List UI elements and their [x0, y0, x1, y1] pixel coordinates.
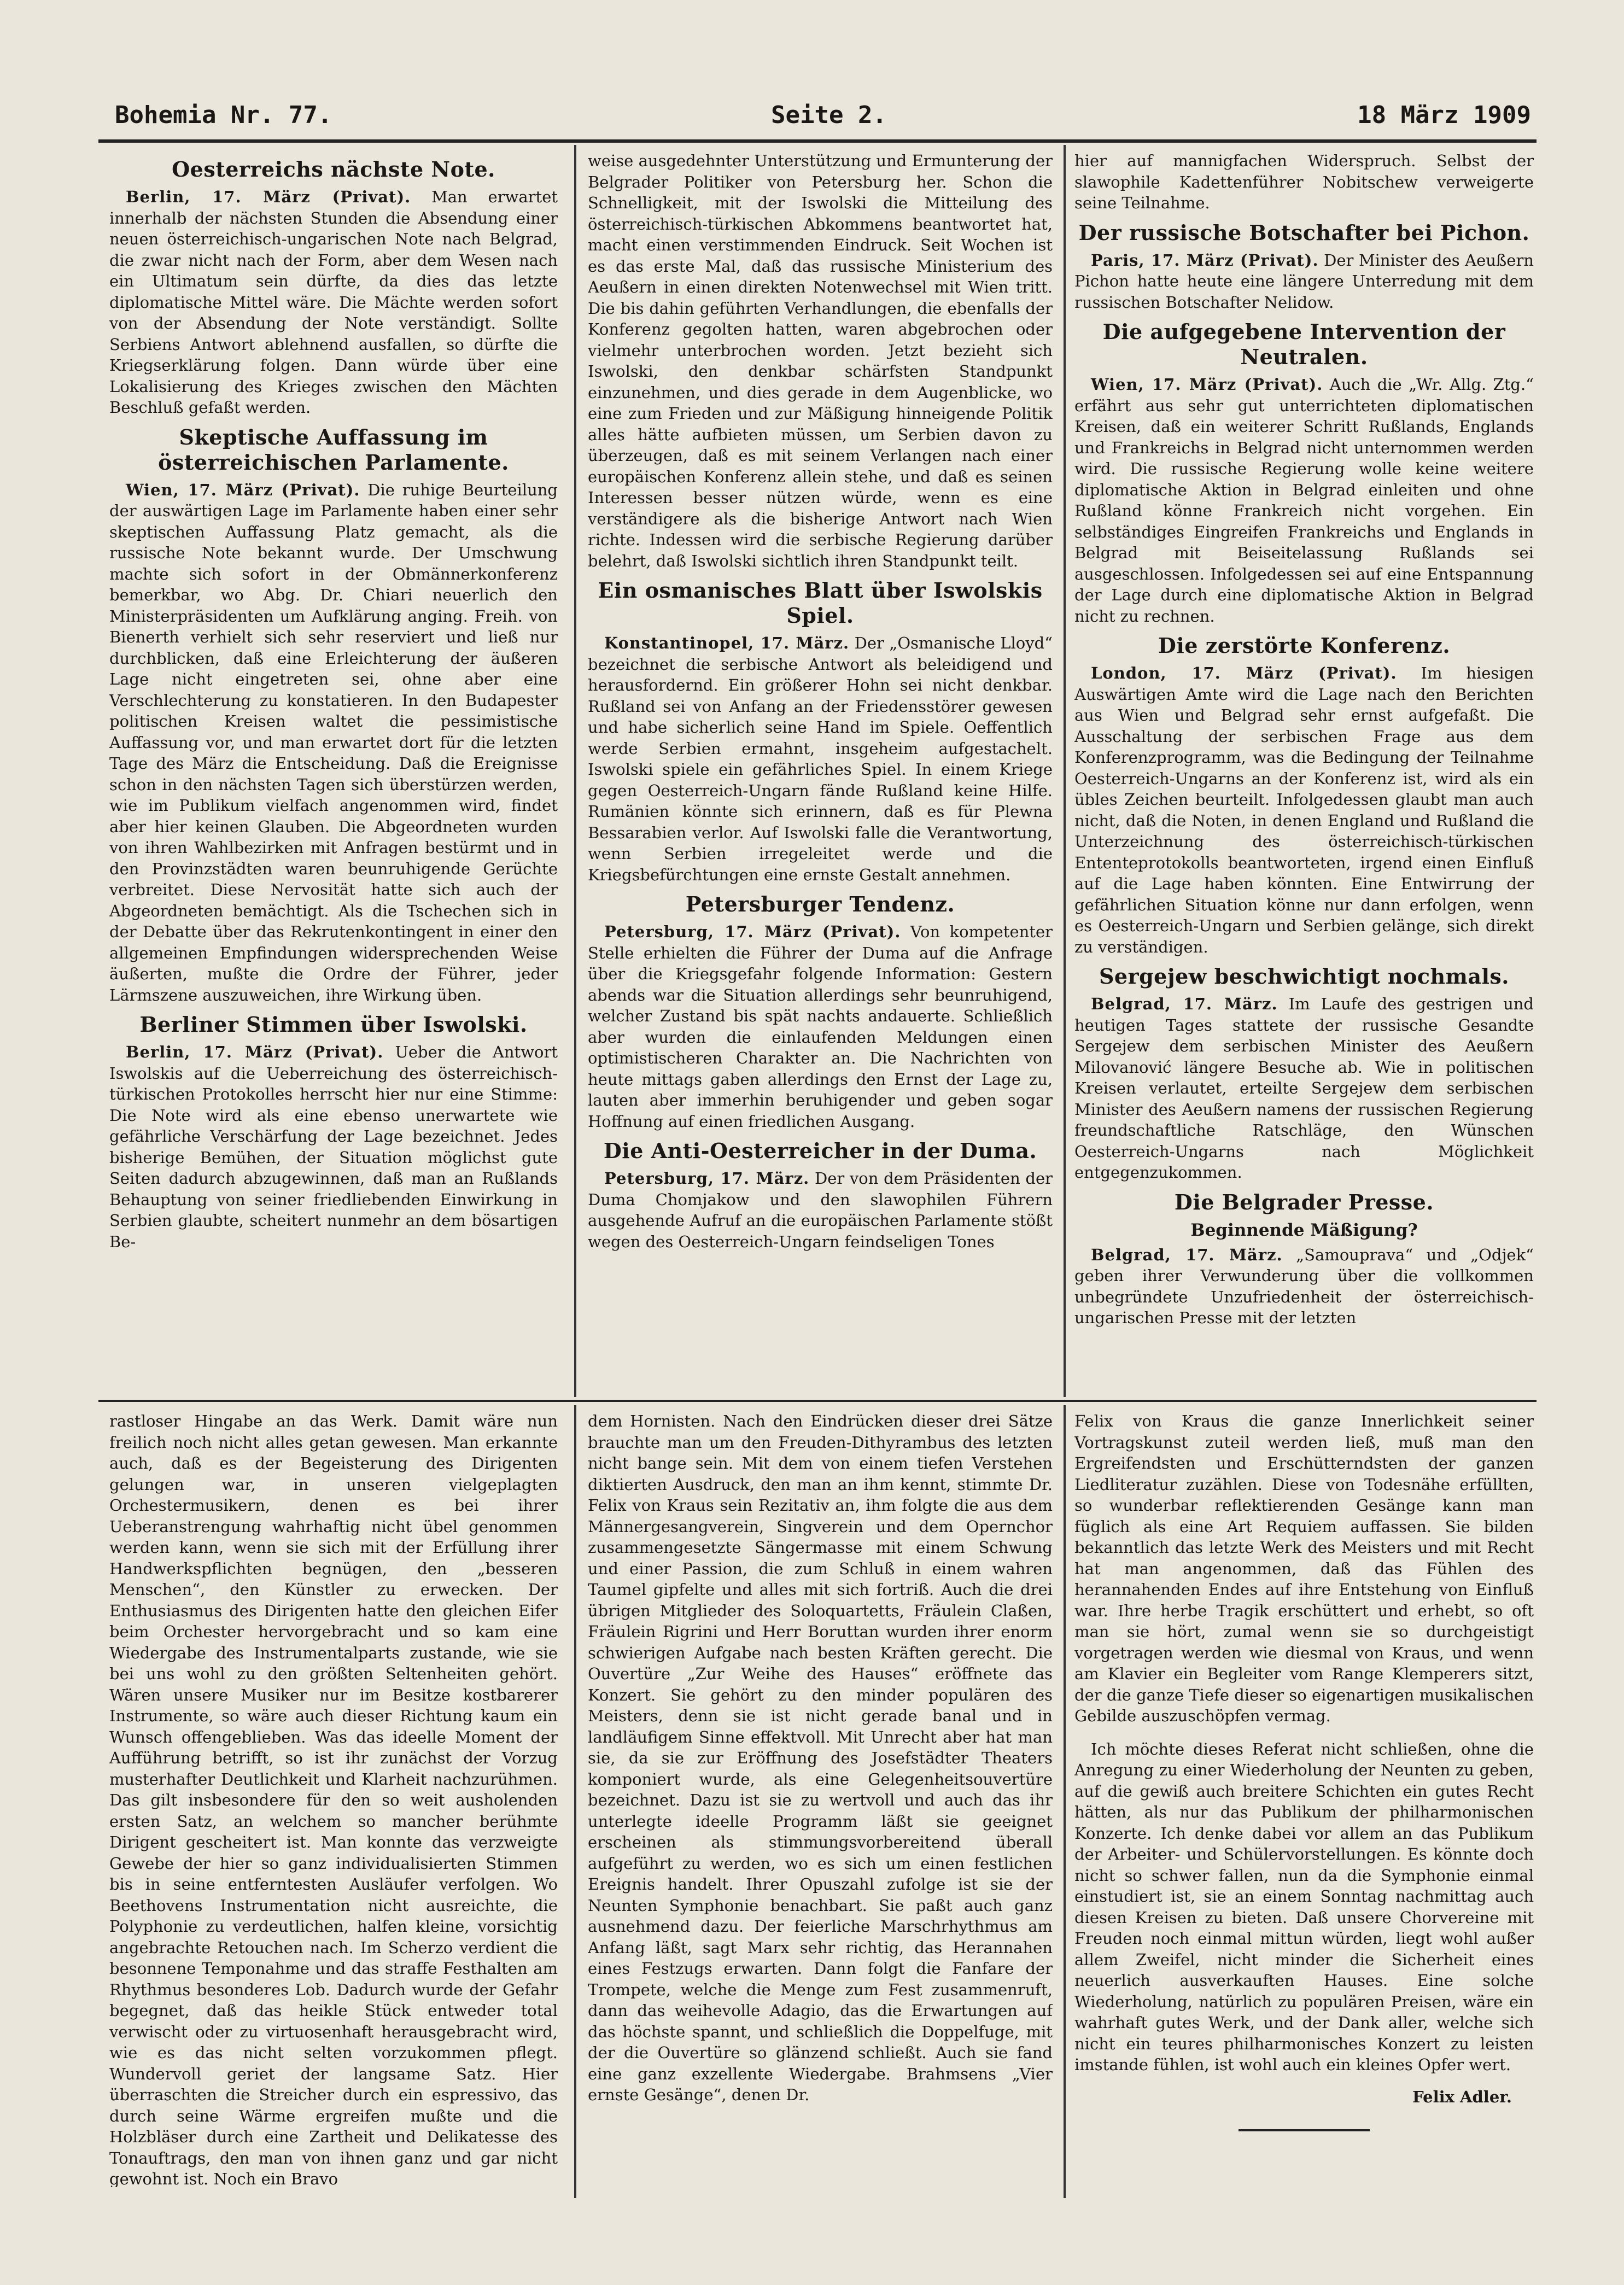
dateline: Petersburg, 17. März (Privat).: [604, 922, 901, 941]
column-rule: [574, 145, 576, 1397]
dateline: Berlin, 17. März (Privat).: [126, 1043, 384, 1061]
dateline: Berlin, 17. März (Privat).: [126, 188, 411, 206]
dateline: Belgrad, 17. März.: [1091, 1245, 1283, 1264]
article-headline: Sergejew beschwichtigt nochmals.: [1099, 964, 1510, 989]
end-rule: [1239, 2129, 1370, 2131]
article-body: Im Laufe des gestrigen und heutigen Tages stattete der russische Gesandte Sergejew dem serbischen Minister des Aeußern Milovanović längere Besuche ab. Wie in politischen Kreisen verlautet, erteilte Sergejew dem serbischen Minister des Aeußern namens der russischen Regierung freundschaftliche Ratschläge, den Wünschen Oesterreich-Ungarns nach Möglichkeit entgegenzukommen.: [1074, 995, 1534, 1182]
article-subheadline: Beginnende Mäßigung?: [1190, 1220, 1418, 1240]
feuilleton-column-3: [1074, 1411, 1534, 2187]
news-column-1: [109, 150, 558, 1392]
dateline: Petersburg, 17. März.: [604, 1169, 810, 1188]
article-body: weise ausgedehnter Unterstützung und Ermunterung der Belgrader Politiker von Petersburg her. Schon die Schnelligkeit, mit der Iswolski die Mitteilung des österreichisch-türkischen Abkommens beantwortet hat, macht einen verstimmenden Eindruck. Seit Wochen ist es das erste Mal, daß das russische Ministerium des Aeußern in einen direkten Notenwechsel mit Wien tritt. Die bis dahin geführten Verhandlungen, die ebenfalls der Konferenz gegolten hatten, waren abgebrochen oder vielmehr unterbrochen worden. Jetzt bezieht sich Iswolski, den denkbar schärfsten Standpunkt einzunehmen, und dies gerade in dem Augenblicke, wo eine zum Frieden und zur Mäßigung hinneigende Politik alles hätte aufbieten müssen, um Serbien davon zu überzeugen, daß es mit seinem Verlangen nach einer europäischen Konferenz allein stehe, und daß es seinen Interessen besser nützen würde, wenn es eine verständigere als die bisherige Antwort nach Wien richte. Indessen wird die serbische Regierung darüber belehrt, daß Iswolski sichtlich ihren Standpunkt teilt.: [588, 151, 1053, 570]
article-body: Der „Osmanische Lloyd“ bezeichnet die serbische Antwort als beleidigend und herausfordernd. Ein größerer Hohn sei nicht denkbar. Rußland sei von Anfang an der Friedensstörer gewesen und habe sicherlich seine Hand im Spiele. Oeffentlich werde Serbien ermahnt, insgeheim aufgestachelt. Iswolski spiele ein gefährliches Spiel. In einem Kriege gegen Oesterreich-Ungarn fände Rußland keine Hilfe. Rumänien könnte sich erinnern, daß es für Plewna Bessarabien verlor. Auf Iswolski falle die Verantwortung, wenn Serbien irregeleitet werde und die Kriegsbefürchtungen eine ernste Gestalt annehmen.: [588, 634, 1053, 884]
dateline: London, 17. März (Privat).: [1091, 664, 1397, 682]
feuilleton-text: Felix von Kraus die ganze Innerlichkeit seiner Vortragskunst zuteil werden ließ, muß man den Ergreifendsten und Erschütterndsten der ganzen Liedliteratur zuzählen. Diese von Todesnähe erfüllten, so wunderbar reflektierenden Gesänge kann man füglich als eine Art Requiem auffassen. Sie bilden bekanntlich das letzte Werk des Meisters und mit Recht hat man angenommen, daß das Fühlen des herannahenden Endes auf ihre Entstehung von Einfluß war. Ihre herbe Tragik erschüttert und erhebt, so oft man sie hört, zumal wenn sie so durchgeistigt vorgetragen werden wie diesmal von Kraus, und wenn am Klavier ein Begleiter vom Range Klemperers sitzt, der die ganze Tiefe dieser so eigenartigen musikalischen Gebilde auszuschöpfen vermag.: [1074, 1412, 1534, 1725]
article-headline: Die zerstörte Konferenz.: [1158, 633, 1451, 658]
feuilleton-divider: [98, 1400, 1537, 1402]
dateline: Paris, 17. März (Privat).: [1091, 250, 1319, 270]
issue-date: 18 März 1909: [1357, 101, 1531, 129]
dateline: Belgrad, 17. März.: [1091, 995, 1278, 1013]
author-signature: Felix Adler.: [1412, 2087, 1512, 2106]
article-headline: Der russische Botschafter bei Pichon.: [1078, 220, 1530, 245]
article-headline: Berliner Stimmen über Iswolski.: [139, 1012, 528, 1037]
article-body: Man erwartet innerhalb der nächsten Stunden die Absendung einer neuen österreichisch-ungarischen Note nach Belgrad, die zwar nicht nach der Form, aber dem Wesen nach ein Ultimatum sein dürfte, da dies das letzte diplomatische Mittel wäre. Die Mächte werden sofort von der Absendung der Note verständigt. Sollte Serbiens Antwort ablehnend ausfallen, so dürfte die Kriegserklärung folgen. Dann würde über eine Lokalisierung des Krieges zwischen den Mächten Beschluß gefaßt werden.: [109, 188, 558, 417]
feuilleton-text: Ich möchte dieses Referat nicht schließen, ohne die Anregung zu einer Wiederholung der Neunten zu geben, auf die gewiß auch breitere Schichten ein gutes Recht hätten, als nur das Publikum der philharmonischen Konzerte. Ich denke dabei vor allem an das Publikum der Arbeiter- und Schülervorstellungen. Es könnte doch nicht so schwer fallen, nun da die Symphonie einmal einstudiert ist, sie an einem Sonntag nachmittag auch diesen Kreisen zu bieten. Daß unsere Chorvereine mit Freuden noch einmal mittun würden, liegt wohl außer allem Zweifel, nicht minder die Sicherheit eines neuerlich ausverkauften Hauses. Eine solche Wiederholung, natürlich zu populären Preisen, wäre ein wahrhaft gutes Werk, und der Dank aller, welche sich nicht ein teures philharmonisches Konzert zu leisten imstande fühlen, ist wohl auch ein kleines Opfer wert.: [1074, 1739, 1534, 2074]
dateline: Wien, 17. März (Privat).: [126, 480, 360, 499]
article-body: Von kompetenter Stelle erhielten die Führer der Duma auf die Anfrage über die Kriegsgefahr folgende Information: Gestern abends war die Situation allerdings sehr beunruhigend, welcher Zustand bis spät nachts andauerte. Schließlich aber wurden die einlaufenden Meldungen einen optimistischeren Charakter an. Die Nachrichten von heute mittags gaben allerdings den Ernst der Lage zu, lauten aber immerhin beruhigender und geben sogar Hoffnung auf einen friedlichen Ausgang.: [588, 922, 1053, 1131]
feuilleton-column-1: [109, 1411, 558, 2187]
article-body: Ueber die Antwort Iswolskis auf die Ueberreichung des österreichisch-türkischen Protokolles herrscht hier nur eine Stimme: Die Note wird als eine ebenso unerwartete wie gefährliche Verschärfung der Lage bezeichnet. Jedes bisherige Bemühen, der Situation möglichst gute Seiten dadurch abzugewinnen, daß man an Rußlands Behauptung von seiner friedliebenden Einwirkung in Serbien glaubte, scheitert nunmehr an dem bösartigen Be-: [109, 1043, 558, 1251]
column-rule: [574, 1405, 576, 2198]
article-headline: Skeptische Auffassung im österreichischen Parlamente.: [158, 424, 509, 475]
feuilleton-column-2: [588, 1411, 1053, 2187]
page-header: [115, 101, 1531, 139]
article-headline: Die Anti-Oesterreicher in der Duma.: [603, 1138, 1037, 1163]
article-body: hier auf mannigfachen Widerspruch. Selbst der slawophile Kadettenführer Nobitschew verweigerte seine Teilnahme.: [1074, 151, 1534, 212]
column-rule: [1064, 1405, 1066, 2198]
news-column-2: [588, 150, 1053, 1392]
article-body: Im hiesigen Auswärtigen Amte wird die Lage nach den Berichten aus Wien und Belgrad sehr ernst aufgefaßt. Die Ausschaltung der serbischen Frage aus dem Konferenzprogramm, was die Bedingung der Teilnahme Oesterreich-Ungarns an der Konferenz ist, wird als ein übles Zeichen beurteilt. Infolgedessen glaubt man auch nicht, daß die Noten, in denen England und Rußland die Unterzeichnung des österreichisch-türkischen Ententeprotokolls beantworteten, irgend einen Einfluß auf die Lage haben könnten. Eine Entwirrung der gefährlichen Situation könne nur dann erfolgen, wenn es Oesterreich-Ungarn und Serbien gelänge, sich direkt zu verständigen.: [1074, 664, 1534, 956]
dateline: Wien, 17. März (Privat).: [1091, 375, 1323, 394]
article-headline: Ein osmanisches Blatt über Iswolskis Spiel.: [598, 578, 1043, 628]
article-body: Der von dem Präsidenten der Duma Chomjakow und den slawophilen Führern ausgehende Aufruf an die europäischen Parlamente stößt wegen des Oesterreich-Ungarn feindseligen Tones: [588, 1169, 1053, 1251]
article-body: Auch die „Wr. Allg. Ztg.“ erfährt aus sehr gut unterrichteten diplomatischen Kreisen, daß ein weiterer Schritt Rußlands, Englands und Frankreichs in Belgrad nicht unternommen werden wird. Die russische Regierung wolle keine weitere diplomatische Aktion in Belgrad einleiten und ohne Rußland könne Frankreich nicht vorgehen. Ein selbständiges Eingreifen Frankreichs und Englands in Belgrad mit Beiseitelassung Rußlands sei ausgeschlossen. Infolgedessen sei auf eine Entspannung der Lage durch eine diplomatische Aktion in Belgrad nicht zu rechnen.: [1074, 375, 1534, 626]
dateline: Konstantinopel, 17. März.: [604, 634, 850, 652]
masthead-issue: Bohemia Nr. 77.: [115, 101, 332, 129]
news-column-3: [1074, 150, 1534, 1392]
article-headline: Oesterreichs nächste Note.: [172, 157, 495, 182]
article-body: Die ruhige Beurteilung der auswärtigen Lage im Parlamente haben einer sehr skeptischen Auffassung Platz gemacht, als die russische Note bekannt wurde. Der Umschwung machte sich sofort in der Obmännerkonferenz bemerkbar, wo Abg. Dr. Chiari neuerlich den Ministerpräsidenten um Aufklärung anging. Freih. von Bienerth verhielt sich sehr reserviert und ließ nur durchblicken, daß eine Erleichterung der äußeren Lage nicht eingetreten sei, ohne aber eine Verschlechterung zu konstatieren. In den Budapester politischen Kreisen waltet die pessimistische Auffassung vor, und man erwartet dort für die letzten Tage des März die Entscheidung. Daß die Ereignisse schon in den nächsten Tagen sich überstürzen werden, wie im Publikum vielfach angenommen wird, findet aber hier keinen Glauben. Die Abgeordneten wurden von ihren Wahlbezirken mit Anfragen bestürmt und in den Provinzstädten waren beunruhigende Gerüchte verbreitet. Diese Nervosität hatte sich auch der Abgeordneten bemächtigt. Als die Tschechen sich in der Debatte über das Rekrutenkontingent in einer den allgemeinen Empfindungen widersprechenden Weise äußerten, mußte die Ordre der Führer, jeder Lärmszene auszuweichen, ihre Wirkung üben.: [109, 480, 558, 1004]
article-headline: Die aufgegebene Intervention der Neutralen.: [1102, 319, 1506, 369]
article-headline: Die Belgrader Presse.: [1174, 1189, 1434, 1214]
column-rule: [1064, 145, 1066, 1397]
article-body: Der Minister des Aeußern Pichon hatte heute eine längere Unterredung mit dem russischen Botschafter Nelidow.: [1074, 250, 1534, 312]
header-rule: [98, 139, 1537, 143]
article-body: „Samouprava“ und „Odjek“ geben ihrer Verwunderung über die vollkommen unbegründete Unzufriedenheit der österreichisch-ungarischen Presse mit der letzten: [1074, 1245, 1534, 1327]
feuilleton-text: dem Hornisten. Nach den Eindrücken dieser drei Sätze brauchte man um den Freuden-Dithyrambus des letzten nicht bange sein. Mit dem von einem tiefen Verstehen diktierten Ausdruck, den man an ihm kennt, stimmte Dr. Felix von Kraus sein Rezitativ an, ihm folgte die aus dem Männergesangverein, Singverein und dem Opernchor zusammengesetzte Sängermasse mit einem Schwung und einer Passion, die zum Schluß in einem wahren Taumel gipfelte und alles mit sich fortriß. Auch die drei übrigen Mitglieder des Soloquartetts, Fräulein Claßen, Fräulein Rigrini und Herr Boruttan wurden ihrer enorm schwierigen Aufgabe nach besten Kräften gerecht. Die Ouvertüre „Zur Weihe des Hauses“ eröffnete das Konzert. Sie gehört zu den minder populären des Meisters, denn sie ist nicht gerade banal und in landläufigem Sinne effektvoll. Mit Unrecht aber hat man sie, da sie zur Eröffnung des Josefstädter Theaters komponiert wurde, als eine Gelegenheitsouvertüre bezeichnet. Dazu ist sie zu wertvoll und auch das ihr unterlegte ideelle Programm läßt sie geeignet erscheinen als stimmungsvorbereitend überall aufgeführt zu werden, wo es sich um einen festlichen Ereignis handelt. Ihrer Opuszahl zufolge ist sie der Neunten Symphonie benachbart. Sie paßt auch ganz ausnehmend dazu. Der feierliche Marschrhythmus am Anfang läßt, sagt Marx sehr richtig, das Herannahen eines Festzugs erwarten. Dann folgt die Fanfare der Trompete, welche die Menge zum Fest zusammenruft, dann das weihevolle Adagio, das die Erwartungen auf das höchste spannt, und schließlich die Doppelfuge, mit der die Ouvertüre so glänzend schließt. Auch sie fand eine ganz exzellente Wiedergabe. Brahmsens „Vier ernste Gesänge“, denen Dr.: [588, 1412, 1053, 2104]
article-headline: Petersburger Tendenz.: [685, 892, 955, 916]
feuilleton-text: rastloser Hingabe an das Werk. Damit wäre nun freilich noch nicht alles getan gewesen. Man erkannte auch, daß es der Begeisterung des Dirigenten gelungen war, in unseren vielgeplagten Orchestermusikern, denen es bei ihrer Ueberanstrengung wahrhaftig nicht übel genommen werden kann, wenn sie sich mit der Erfüllung ihrer Handwerkspflichten begnügen, den „besseren Menschen“, den Künstler zu erwecken. Der Enthusiasmus des Dirigenten hatte den gleichen Eifer beim Orchester hervorgebracht und so kam eine Wiedergabe des Instrumentalparts zustande, wie sie bei uns wohl zu den größten Seltenheiten gehört. Wären unsere Musiker nur im Besitze kostbarerer Instrumente, so wäre auch dieser Richtung kaum ein Wunsch offengeblieben. Was das ideelle Moment der Aufführung betrifft, so ist ihr zunächst der Vorzug musterhafter Deutlichkeit und Klarheit nachzurühmen. Das gilt insbesondere für den so weit ausholenden ersten Satz, an welchem so mancher berühmte Dirigent gescheitert ist. Man konnte das verzweigte Gewebe der hier so ganz individualisierten Stimmen bis in seine entferntesten Ausläufer verfolgen. Wo Beethovens Instrumentation nicht ausreichte, die Polyphonie zu verdeutlichen, halfen kleine, vorsichtig angebrachte Retouchen nach. Im Scherzo verdient die besonnene Temponahme und das straffe Festhalten am Rhythmus besonderes Lob. Dadurch wurde der Gefahr begegnet, daß das heikle Stück entweder total verwischt oder zu virtuosenhaft herausgebracht wird, wie es das nicht selten vorzukommen pflegt. Wundervoll geriet der langsame Satz. Hier überraschten die Streicher durch ein espressivo, das durch seine Wärme ergreifen mußte und die Holzbläser durch eine Zartheit und Delikatesse des Tonauftrags, den man von ihnen ganz und gar nicht gewohnt ist. Noch ein Bravo: [109, 1412, 558, 2187]
page-number: Seite 2.: [771, 101, 887, 129]
